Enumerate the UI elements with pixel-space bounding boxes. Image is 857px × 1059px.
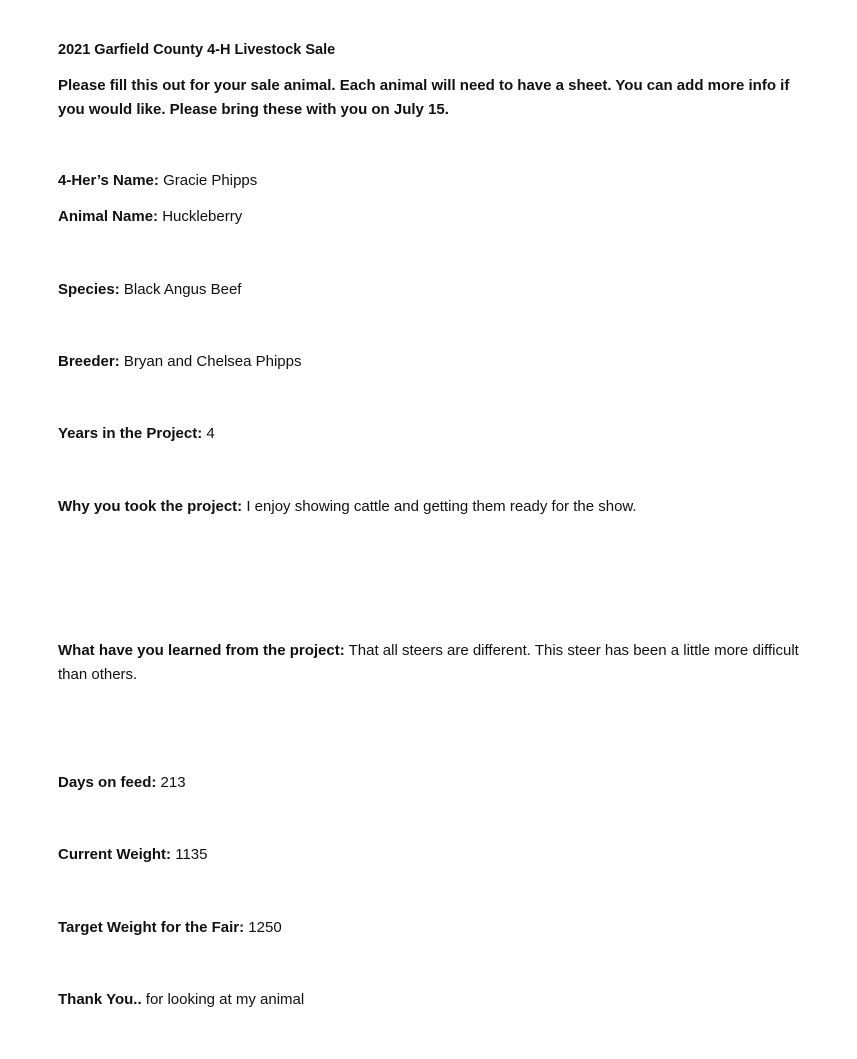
field-label: Breeder: xyxy=(58,353,120,370)
field-value: 213 xyxy=(160,774,186,791)
field-label: Animal Name: xyxy=(58,208,159,225)
field-value: Huckleberry xyxy=(162,208,243,225)
field-value: Black Angus Beef xyxy=(123,281,242,298)
field-label: Thank You.. xyxy=(58,991,142,1008)
field-animal-name xyxy=(58,205,818,229)
field-learned xyxy=(58,639,818,687)
field-label: Years in the Project: xyxy=(58,425,203,442)
field-species xyxy=(58,278,818,302)
field-label: Current Weight: xyxy=(58,846,172,863)
document-title: 2021 Garfield County 4-H Livestock Sale xyxy=(58,42,336,58)
field-value: 4 xyxy=(206,425,215,442)
field-4her-name xyxy=(58,169,818,193)
field-label: Days on feed: xyxy=(58,774,157,791)
field-label: Target Weight for the Fair: xyxy=(58,919,245,936)
field-days-on-feed xyxy=(58,771,818,795)
field-target-weight xyxy=(58,916,818,940)
field-value: Bryan and Chelsea Phipps xyxy=(123,353,302,370)
field-years-in-project xyxy=(58,422,818,446)
field-label: Why you took the project: xyxy=(58,498,243,515)
field-breeder xyxy=(58,350,818,374)
field-value: for looking at my animal xyxy=(145,991,305,1008)
field-thank-you xyxy=(58,988,818,1012)
field-label: What have you learned from the project: xyxy=(58,642,345,659)
field-value: I enjoy showing cattle and getting them ready for the show. xyxy=(246,498,637,515)
field-current-weight xyxy=(58,843,818,867)
field-value: 1250 xyxy=(248,919,282,936)
field-value: 1135 xyxy=(175,846,208,863)
field-label: 4-Her’s Name: xyxy=(58,172,159,189)
field-value: That all steers are different. This steer has been a little more difficult than others. xyxy=(58,642,799,683)
field-why-project xyxy=(58,495,818,519)
instructions-paragraph: Please fill this out for your sale animal. Each animal will need to have a sheet. You can add more info if you would like. Please bring these with you on July 15. xyxy=(58,77,790,118)
field-value: Gracie Phipps xyxy=(163,172,258,189)
field-label: Species: xyxy=(58,281,120,298)
